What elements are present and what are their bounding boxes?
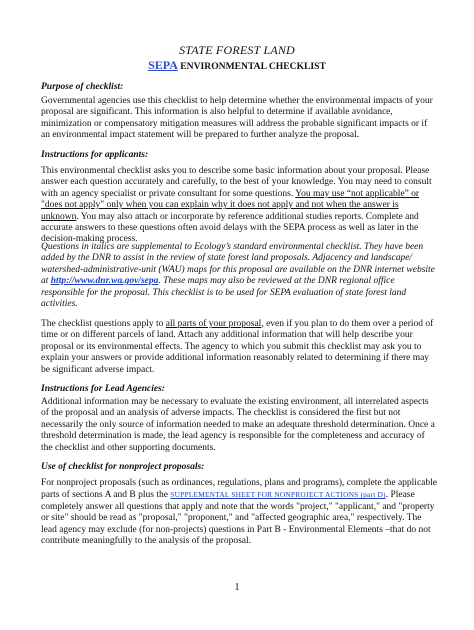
all-parts-emphasis: all parts of your proposal [165, 319, 262, 329]
nonproject-heading: Use of checklist for nonproject proposals: [41, 462, 205, 472]
applicants-text-1: This environmental checklist asks you to describe some basic information about your proposal. Please answer each question accurately and carefully, to the best of your knowledge. You may need to consult with an agency specialist or private consultant for some questions. [41, 166, 432, 199]
lead-agencies-heading: Instructions for Lead Agencies: [41, 384, 165, 394]
purpose-paragraph: Governmental agencies use this checklist to help determine whether the environmental impacts of your proposal are significant. This information is also helpful to determine if available avoidance, minimization or compensatory mitigation measures will address the probable significant impacts or if an environmental impact statement will be prepared to further analyze the proposal. [41, 96, 433, 141]
applicants-text-2: . You may also attach or incorporate by reference additional studies reports. Complete and accurate answers to these questions often avoid delays with the SEPA process as well as later in the decision-making process. [41, 211, 419, 245]
all-parts-text-2: , even if you plan to do them over a period of time or on different parcels of land. Attach any additional information that will help describe your proposal or its environmental effects. The agency to which you submit this checklist may ask you to explain your answers or provide additional information reasonably related to determining if there may be significant adverse impact. [41, 319, 434, 375]
italic-note-text-2: . These maps may also be reviewed at the DNR regional office responsible for the proposal. This checklist is to be used for SEPA evaluation of state forest land activities. [41, 276, 407, 310]
applicants-heading: Instructions for applicants: [41, 150, 149, 160]
nonproject-text-1: For nonproject proposals (such as ordinances, regulations, plans and programs), complete the applicable parts of sections A and B plus the [41, 478, 437, 501]
all-parts-paragraph [41, 319, 438, 376]
purpose-heading: Purpose of checklist: [41, 82, 124, 92]
nonproject-text-2: . Please completely answer all questions that apply and note that the words "project," "applicant," and "property or site" should be read as "proposal," "proponent," and "affected geographic area," respectively. The lead agency may exclude (for non-projects) questions in Part B - Environmental Elements –that do not contribute meaningfully to the analysis of the proposal. [41, 490, 435, 547]
supplemental-sheet-link[interactable]: SUPPLEMENTAL SHEET FOR NONPROJECT ACTIONS (part D) [170, 490, 386, 500]
nonproject-paragraph [41, 478, 438, 547]
lead-agencies-paragraph: Additional information may be necessary to evaluate the existing environment, all interrelated aspects of the proposal and an analysis of adverse impacts. The checklist is considered the first but not necessarily the only source of information needed to make an adequate threshold determination. Once a threshold determination is made, the lead agency is responsible for the completeness and accuracy of the checklist and other supporting documents. [41, 397, 435, 453]
italic-note-text-1: Questions in italics are supplemental to Ecology’s standard environmental checklist. They have been added by the DNR to assist in the review of state forest land proposals. Adjacency and landscape/ watershed-administrative-unit (WAU) maps for this proposal are available on the DNR internet website at [41, 242, 435, 287]
sepa-link[interactable]: SEPA [148, 58, 178, 72]
checklist-title: ENVIRONMENTAL CHECKLIST [177, 61, 326, 72]
document-subtitle [0, 58, 474, 73]
all-parts-text-1: The checklist questions apply to [41, 319, 166, 329]
italic-note-paragraph [41, 242, 438, 310]
page-number: 1 [234, 582, 240, 593]
dnr-sepa-link[interactable]: http://www.dnr.wa.gov/sepa [50, 276, 159, 287]
document-title: STATE FOREST LAND [179, 43, 295, 57]
applicants-paragraph [41, 166, 438, 246]
not-applicable-note: You may use “not applicable” or "does not apply" only when you can explain why it does not apply and not when the answer is unknown [41, 188, 420, 222]
